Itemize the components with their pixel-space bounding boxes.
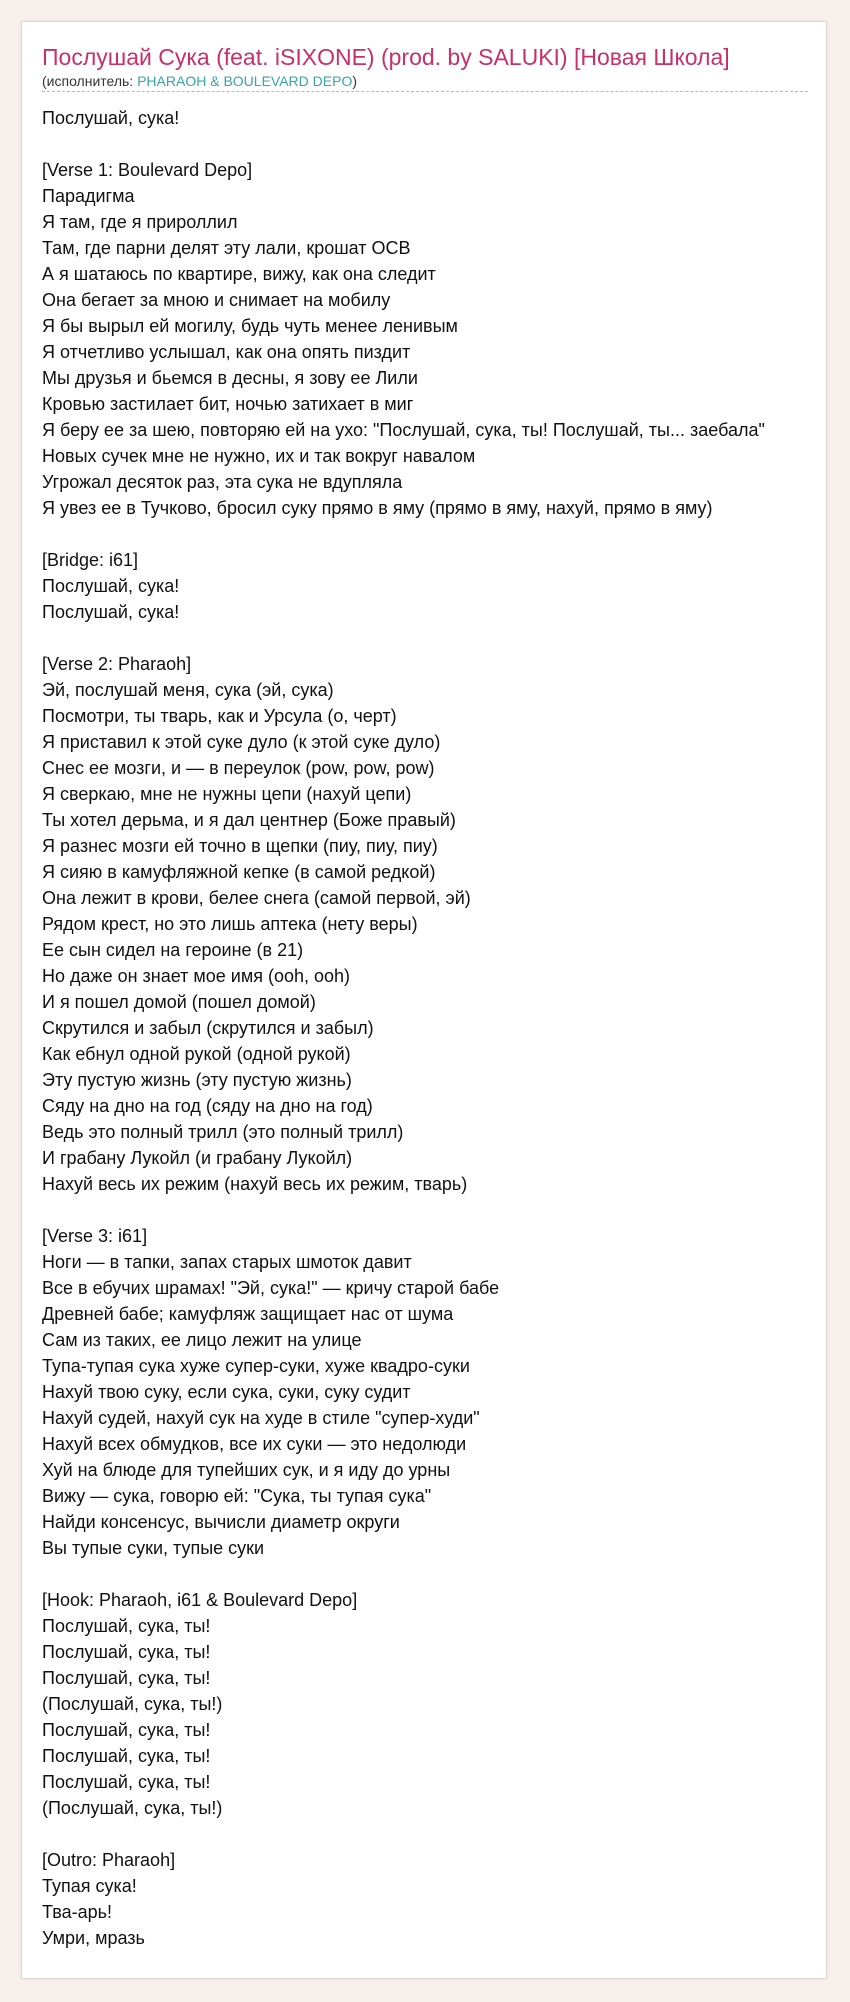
lyric-line: Снес ее мозги, и — в переулок (pow, pow, pow) — [42, 758, 435, 778]
lyric-line: [Verse 2: Pharaoh] — [42, 654, 192, 674]
lyric-line: Кровью застилает бит, ночью затихает в миг — [42, 394, 414, 414]
lyric-line: Эту пустую жизнь (эту пустую жизнь) — [42, 1070, 352, 1090]
song-header — [42, 42, 808, 92]
lyric-line: Послушай, сука, ты! — [42, 1642, 211, 1662]
lyric-line: [Bridge: i61] — [42, 550, 139, 570]
lyric-line: Посмотри, ты тварь, как и Урсула (о, черт) — [42, 706, 397, 726]
lyric-line: И я пошел домой (пошел домой) — [42, 992, 316, 1012]
lyric-line: Хуй на блюде для тупейших сук, и я иду до урны — [42, 1460, 451, 1480]
lyric-line: Эй, послушай меня, сука (эй, сука) — [42, 680, 334, 700]
lyric-line: Послушай, сука! — [42, 602, 180, 622]
song-title: Послушай Сука (feat. iSIXONE) (prod. by SALUKI) [Новая Школа] — [42, 44, 730, 70]
lyric-line: Я разнес мозги ей точно в щепки (пиу, пиу, пиу) — [42, 836, 438, 856]
lyric-line: [Verse 1: Boulevard Depo] — [42, 160, 253, 180]
lyric-line: Тупая сука! — [42, 1876, 137, 1896]
lyric-line: Ведь это полный трилл (это полный трилл) — [42, 1122, 404, 1142]
lyric-line: Мы друзья и бьемся в десны, я зову ее Лили — [42, 368, 418, 388]
performer-prefix: (исполнитель: — [42, 73, 138, 89]
lyric-line: Ноги — в тапки, запах старых шмоток давит — [42, 1252, 412, 1272]
lyric-line: Вижу — сука, говорю ей: "Сука, ты тупая сука" — [42, 1486, 432, 1506]
lyric-line: Древней бабе; камуфляж защищает нас от шума — [42, 1304, 454, 1324]
lyric-line: Тва-арь! — [42, 1902, 112, 1922]
lyric-line: Я бы вырыл ей могилу, будь чуть менее ленивым — [42, 316, 458, 336]
lyric-line: Умри, мразь — [42, 1928, 145, 1948]
lyric-line: (Послушай, сука, ты!) — [42, 1798, 223, 1818]
lyric-line: Рядом крест, но это лишь аптека (нету веры) — [42, 914, 418, 934]
lyric-line: Она лежит в крови, белее снега (самой первой, эй) — [42, 888, 471, 908]
lyric-line: Найди консенсус, вычисли диаметр округи — [42, 1512, 400, 1532]
lyric-line: Нахуй всех обмудков, все их суки — это недолюди — [42, 1434, 467, 1454]
lyric-line: Нахуй судей, нахуй сук на худе в стиле "супер-худи" — [42, 1408, 480, 1428]
lyric-line: [Outro: Pharaoh] — [42, 1850, 176, 1870]
lyric-line: Я сияю в камуфляжной кепке (в самой редкой) — [42, 862, 436, 882]
lyric-line: Я сверкаю, мне не нужны цепи (нахуй цепи) — [42, 784, 412, 804]
lyric-blank-line — [42, 1197, 850, 1223]
lyric-line: Послушай, сука, ты! — [42, 1772, 211, 1792]
lyric-line: Я отчетливо услышал, как она опять пиздит — [42, 342, 411, 362]
lyrics-text — [42, 105, 850, 1951]
lyric-line: Послушай, сука, ты! — [42, 1720, 211, 1740]
performer-suffix: ) — [352, 73, 358, 89]
lyric-line: Все в ебучих шрамах! "Эй, сука!" — кричу старой бабе — [42, 1278, 500, 1298]
lyric-line: Угрожал десяток раз, эта сука не вдупляла — [42, 472, 403, 492]
lyric-line: Я там, где я прироллил — [42, 212, 238, 232]
lyric-blank-line — [42, 131, 850, 157]
lyric-line: Сяду на дно на год (сяду на дно на год) — [42, 1096, 373, 1116]
lyric-blank-line — [42, 521, 850, 547]
lyric-line: Вы тупые суки, тупые суки — [42, 1538, 265, 1558]
performer-link[interactable]: PHARAOH & BOULEVARD DEPO — [137, 73, 353, 89]
lyric-line: Нахуй весь их режим (нахуй весь их режим, тварь) — [42, 1174, 468, 1194]
lyric-line: [Hook: Pharaoh, i61 & Boulevard Depo] — [42, 1590, 358, 1610]
lyric-line: Я приставил к этой суке дуло (к этой суке дуло) — [42, 732, 441, 752]
lyric-line: Нахуй твою суку, если сука, суки, суку судит — [42, 1382, 411, 1402]
lyric-line: Послушай, сука! — [42, 576, 180, 596]
lyric-line: Я беру ее за шею, повторяю ей на ухо: "Послушай, сука, ты! Послушай, ты... заебала" — [42, 420, 765, 440]
lyric-line: Новых сучек мне не нужно, их и так вокруг навалом — [42, 446, 476, 466]
lyric-blank-line — [42, 625, 850, 651]
lyric-line: Она бегает за мною и снимает на мобилу — [42, 290, 391, 310]
lyric-line: Ее сын сидел на героине (в 21) — [42, 940, 304, 960]
lyric-line: А я шатаюсь по квартире, вижу, как она следит — [42, 264, 436, 284]
lyric-line: (Послушай, сука, ты!) — [42, 1694, 223, 1714]
lyric-line: Как ебнул одной рукой (одной рукой) — [42, 1044, 351, 1064]
lyric-line: Я увез ее в Тучково, бросил суку прямо в яму (прямо в яму, нахуй, прямо в яму) — [42, 498, 713, 518]
lyric-line: Послушай, сука! — [42, 108, 180, 128]
lyric-blank-line — [42, 1821, 850, 1847]
lyric-line: Но даже он знает мое имя (ooh, ooh) — [42, 966, 351, 986]
lyric-line: Скрутился и забыл (скрутился и забыл) — [42, 1018, 374, 1038]
performer-line — [42, 72, 808, 90]
lyric-line: Послушай, сука, ты! — [42, 1616, 211, 1636]
lyric-line: Тупа-тупая сука хуже супер-суки, хуже квадро-суки — [42, 1356, 470, 1376]
lyric-blank-line — [42, 1561, 850, 1587]
lyric-line: Сам из таких, ее лицо лежит на улице — [42, 1330, 362, 1350]
lyric-line: Ты хотел дерьма, и я дал центнер (Боже правый) — [42, 810, 456, 830]
lyric-line: Там, где парни делят эту лали, крошат ОСВ — [42, 238, 411, 258]
lyrics-page — [21, 21, 827, 1979]
lyric-line: Послушай, сука, ты! — [42, 1746, 211, 1766]
lyric-line: Послушай, сука, ты! — [42, 1668, 211, 1688]
lyric-line: И грабану Лукойл (и грабану Лукойл) — [42, 1148, 353, 1168]
lyric-line: Парадигма — [42, 186, 135, 206]
lyric-line: [Verse 3: i61] — [42, 1226, 148, 1246]
